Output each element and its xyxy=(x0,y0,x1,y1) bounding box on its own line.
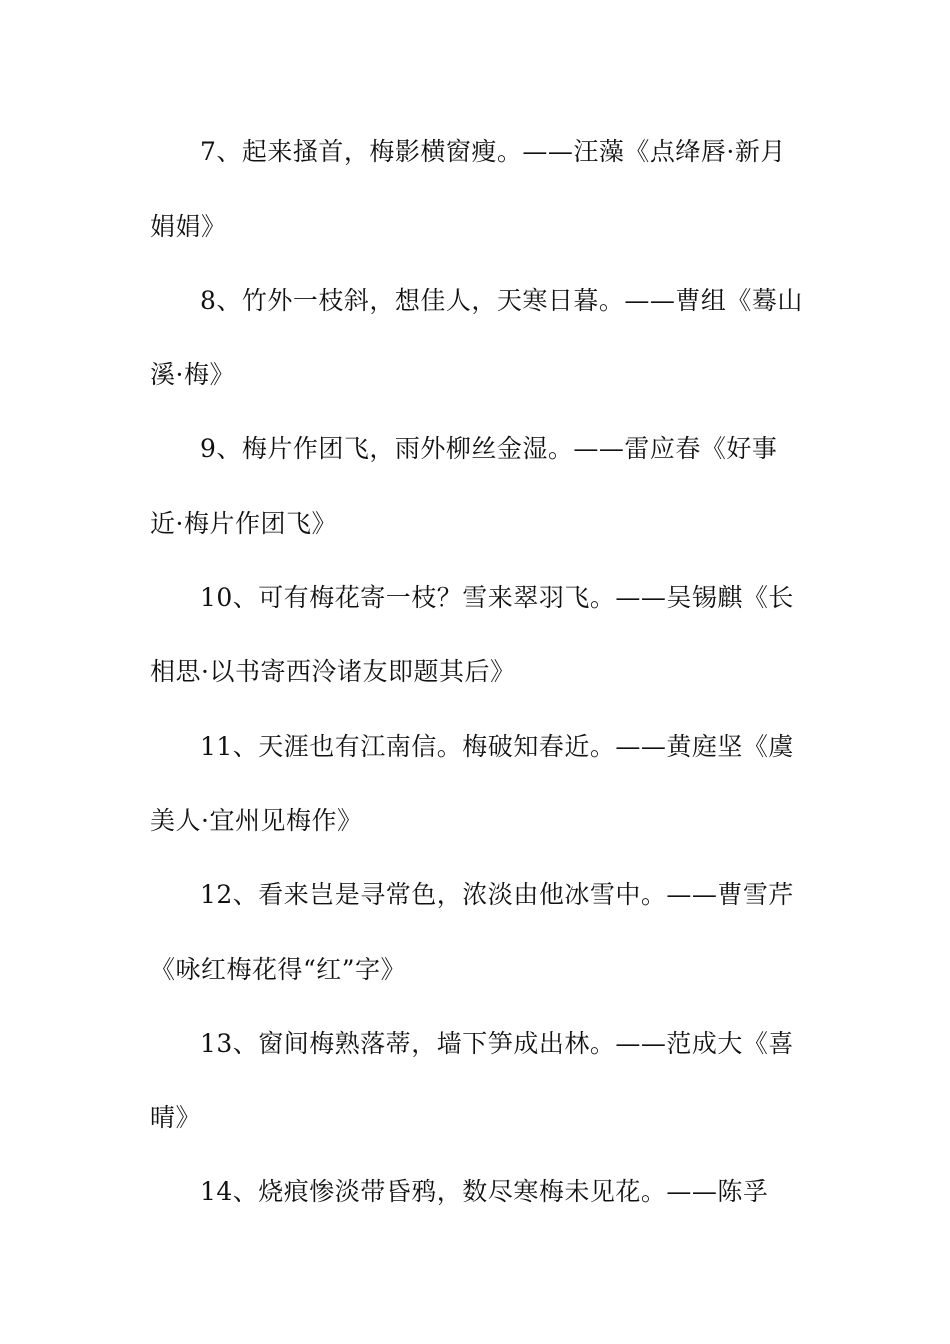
entry-7-line-1: 7、起来搔首，梅影横窗瘦。——汪藻《点绛唇·新月 xyxy=(200,137,786,166)
entry-12-line-1: 12、看来岂是寻常色，浓淡由他冰雪中。——曹雪芹 xyxy=(200,880,794,909)
entry-11-line-2: 美人·宜州见梅作》 xyxy=(150,806,363,835)
entry-10-line-1: 10、可有梅花寄一枝？雪来翠羽飞。——吴锡麒《长 xyxy=(200,583,794,612)
entry-14-line-1: 14、烧痕惨淡带昏鸦，数尽寒梅未见花。——陈孚 xyxy=(200,1177,769,1206)
entry-9-line-2: 近·梅片作团飞》 xyxy=(150,509,337,538)
entry-12-line-2: 《咏红梅花得“红”字》 xyxy=(150,955,407,984)
entry-7-line-2: 娟娟》 xyxy=(150,212,227,241)
entry-8-line-1: 8、竹外一枝斜，想佳人，天寒日暮。——曹组《蓦山 xyxy=(200,286,803,315)
entry-13-line-1: 13、窗间梅熟落蒂，墙下笋成出林。——范成大《喜 xyxy=(200,1029,794,1058)
entry-10-line-2: 相思·以书寄西泠诸友即题其后》 xyxy=(150,657,516,686)
entry-13-line-2: 晴》 xyxy=(150,1103,202,1132)
entry-9-line-1: 9、梅片作团飞，雨外柳丝金湿。——雷应春《好事 xyxy=(200,434,778,463)
entry-11-line-1: 11、天涯也有江南信。梅破知春近。——黄庭坚《虞 xyxy=(200,732,794,761)
entry-8-line-2: 溪·梅》 xyxy=(150,360,235,389)
